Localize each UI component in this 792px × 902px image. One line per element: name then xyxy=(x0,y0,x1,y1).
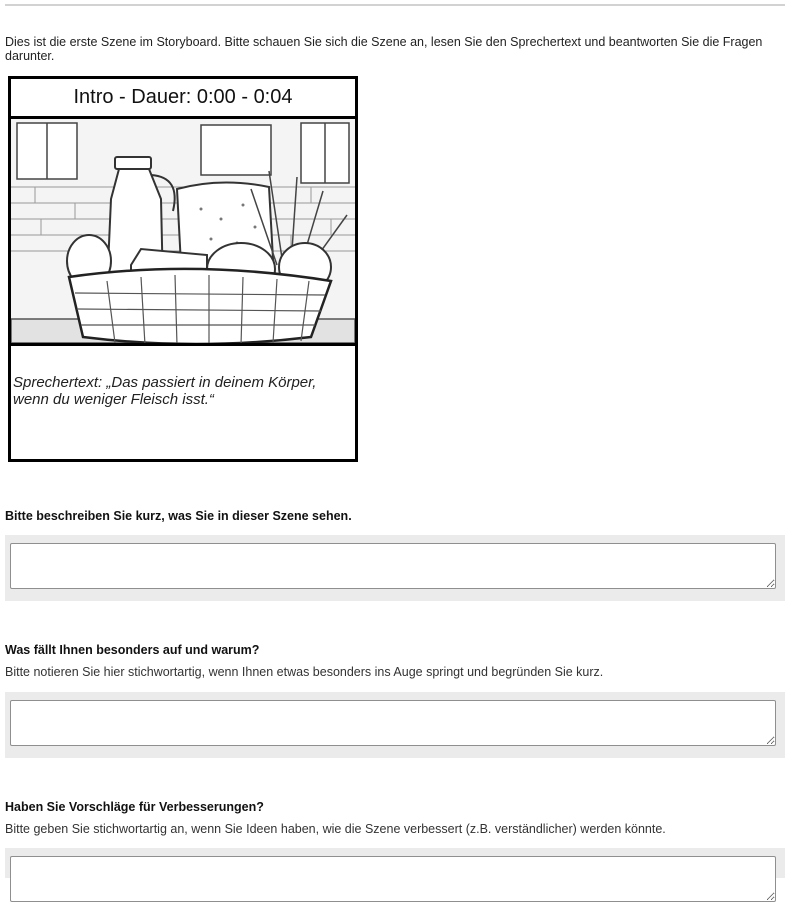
question-1-textarea[interactable] xyxy=(10,543,776,589)
top-divider xyxy=(5,4,785,6)
speaker-text: Sprechertext: „Das passiert in deinem Körper, wenn du weniger Fleisch isst.“ xyxy=(13,374,317,408)
question-2-textarea[interactable] xyxy=(10,700,776,746)
question-3-hint: Bitte geben Sie stichwortartig an, wenn Sie Ideen haben, wie die Szene verbessert (z.B. verständlicher) werden könnte. xyxy=(5,822,666,836)
question-3-panel xyxy=(5,848,785,878)
storyboard-frame xyxy=(8,76,358,462)
question-3-textarea[interactable] xyxy=(10,856,776,902)
question-2-panel xyxy=(5,692,785,758)
question-1-panel xyxy=(5,535,785,601)
storyboard-illustration xyxy=(11,119,355,346)
question-2-hint: Bitte notieren Sie hier stichwortartig, wenn Ihnen etwas besonders ins Auge springt und begründen Sie kurz. xyxy=(5,665,604,679)
question-2-label: Was fällt Ihnen besonders auf und warum? xyxy=(5,643,260,657)
bread-basket-sketch xyxy=(11,119,355,343)
intro-text: Dies ist die erste Szene im Storyboard. Bitte schauen Sie sich die Szene an, lesen Sie den Sprechertext und beantworten Sie die Fragen darunter. xyxy=(5,35,763,63)
question-3-label: Haben Sie Vorschläge für Verbesserungen? xyxy=(5,800,264,814)
question-1-label: Bitte beschreiben Sie kurz, was Sie in dieser Szene sehen. xyxy=(5,509,352,523)
storyboard-title: Intro - Dauer: 0:00 - 0:04 xyxy=(11,79,355,119)
